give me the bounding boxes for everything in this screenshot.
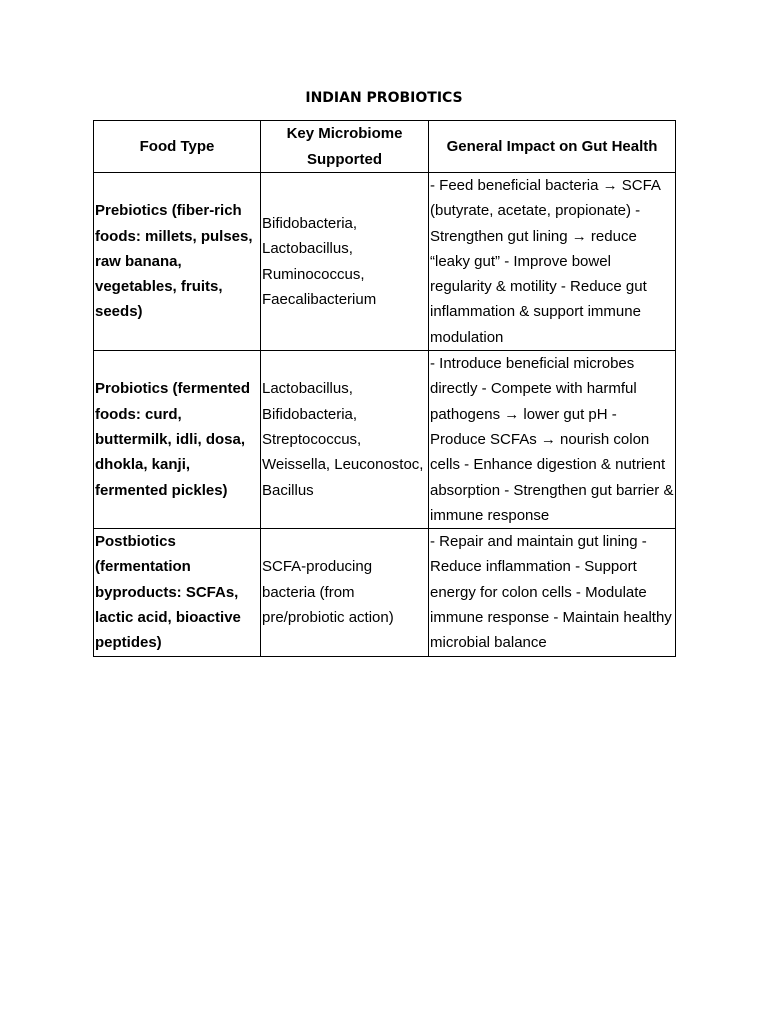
microbiome-cell: SCFA-producing bacteria (from pre/probiotic action) xyxy=(261,529,429,656)
food-type-cell: Probiotics (fermented foods: curd, buttermilk, idli, dosa, dhokla, kanji, fermented pickles) xyxy=(94,351,261,529)
page-title: INDIAN PROBIOTICS xyxy=(305,90,463,106)
probiotics-table xyxy=(93,120,676,657)
header-food-type: Food Type xyxy=(94,121,261,173)
impact-cell: - Repair and maintain gut lining - Reduce inflammation - Support energy for colon cells - Modulate immune response - Maintain healthy microbial balance xyxy=(429,529,676,656)
table-header-row xyxy=(94,121,676,173)
header-key-microbiome: Key Microbiome Supported xyxy=(261,121,429,173)
microbiome-cell: Lactobacillus, Bifidobacteria, Streptococcus, Weissella, Leuconostoc, Bacillus xyxy=(261,351,429,529)
table-row xyxy=(94,529,676,656)
table-row xyxy=(94,173,676,351)
impact-cell: - Feed beneficial bacteria → SCFA (butyrate, acetate, propionate) - Strengthen gut lining → reduce “leaky gut” - Improve bowel regularity & motility - Reduce gut inflammation & support immune modulation xyxy=(429,173,676,351)
table-row xyxy=(94,351,676,529)
food-type-cell: Postbiotics (fermentation byproducts: SCFAs, lactic acid, bioactive peptides) xyxy=(94,529,261,656)
food-type-cell: Prebiotics (fiber-rich foods: millets, pulses, raw banana, vegetables, fruits, seeds) xyxy=(94,173,261,351)
impact-cell: - Introduce beneficial microbes directly - Compete with harmful pathogens → lower gut pH - Produce SCFAs → nourish colon cells - Enhance digestion & nutrient absorption - Strengthen gut barrier & immune response xyxy=(429,351,676,529)
microbiome-cell: Bifidobacteria, Lactobacillus, Ruminococcus, Faecalibacterium xyxy=(261,173,429,351)
header-gut-health-impact: General Impact on Gut Health xyxy=(429,121,676,173)
